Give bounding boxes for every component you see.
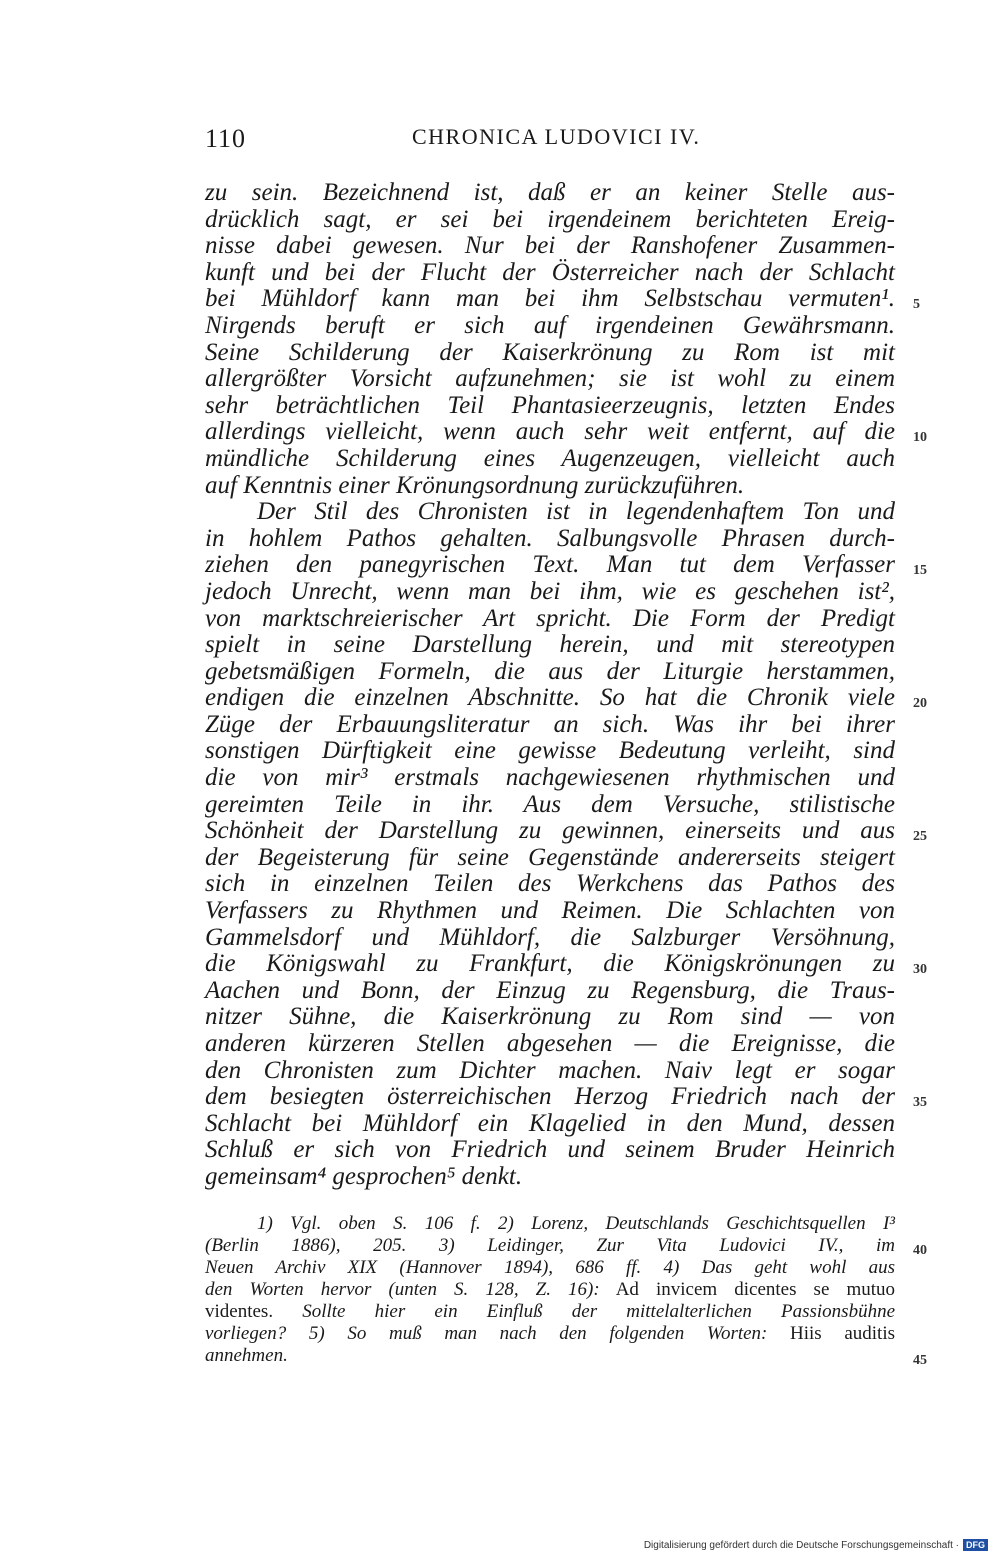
line-number: 20 bbox=[913, 696, 927, 711]
page-number: 110 bbox=[205, 124, 247, 153]
line-number: 30 bbox=[913, 962, 927, 977]
text-line: in hohlem Pathos gehalten. Salbungsvolle Phrasen durch- bbox=[205, 524, 895, 552]
text-line: sehr beträchtlichen Teil Phantasieerzeugnis, letzten Endes bbox=[205, 391, 895, 419]
text-line: Schönheit der Darstellung zu gewinnen, einerseits und aus bbox=[205, 817, 895, 845]
text-line: zu sein. Bezeichnend ist, daß er an keiner Stelle aus- bbox=[205, 179, 895, 206]
digitization-credit bbox=[644, 1537, 988, 1553]
footnote-quote: Hiis auditis bbox=[767, 1323, 895, 1344]
line-number: 10 bbox=[913, 430, 927, 445]
text-line: Aachen und Bonn, der Einzug zu Regensburg, die Traus- bbox=[205, 976, 895, 1004]
footnotes bbox=[205, 1213, 895, 1367]
text-line: sich in einzelnen Teilen des Werkchens das Pathos des bbox=[205, 870, 895, 898]
text-line: endigen die einzelnen Abschnitte. So hat die Chronik viele bbox=[205, 684, 895, 712]
footnote-text: Sollte hier ein Einfluß der mittelalterlichen Passionsbühne bbox=[273, 1301, 895, 1322]
text-line: kunft und bei der Flucht der Österreicher nach der Schlacht bbox=[205, 258, 895, 286]
text-line: allerdings vielleicht, wenn auch sehr weit entfernt, auf die bbox=[205, 418, 895, 446]
text-line: bei Mühldorf kann man bei ihm Selbstschau vermuten¹. bbox=[205, 285, 895, 313]
text-line: ziehen den panegyrischen Text. Man tut dem Verfasser bbox=[205, 551, 895, 579]
text-line: der Begeisterung für seine Gegenstände andererseits steigert bbox=[205, 843, 895, 871]
text-line: Schlacht bei Mühldorf ein Klagelied in den Mund, dessen bbox=[205, 1109, 895, 1137]
footnote-line bbox=[205, 1301, 895, 1323]
text-line: die Königswahl zu Frankfurt, die Königskrönungen zu bbox=[205, 950, 895, 978]
footnote-quote: Ad invicem dicentes se mutuo bbox=[599, 1279, 896, 1300]
text-line: jedoch Unrecht, wenn man bei ihm, wie es geschehen ist², bbox=[205, 577, 895, 605]
dfg-logo: DFG bbox=[963, 1539, 988, 1551]
footnote-line: (Berlin 1886), 205. 3) Leidinger, Zur Vita Ludovici IV., im bbox=[205, 1235, 895, 1256]
text-line: Gammelsdorf und Mühldorf, die Salzburger Versöhnung, bbox=[205, 923, 895, 951]
text-line: auf Kenntnis einer Krönungsordnung zurückzuführen. bbox=[205, 471, 745, 499]
text-line: die von mir³ erstmals nachgewiesenen rhythmischen und bbox=[205, 764, 895, 792]
line-number: 25 bbox=[913, 829, 927, 844]
text-line: dem besiegten österreichischen Herzog Friedrich nach der bbox=[205, 1083, 895, 1111]
text-line: von marktschreierischer Art spricht. Die Form der Predigt bbox=[205, 604, 895, 632]
text-line: nitzer Sühne, die Kaiserkrönung zu Rom sind — von bbox=[205, 1003, 895, 1031]
line-number: 40 bbox=[913, 1243, 927, 1258]
running-title: CHRONICA LUDOVICI IV. bbox=[412, 124, 701, 149]
text-line: Züge der Erbauungsliteratur an sich. Was ihr bei ihrer bbox=[205, 710, 895, 738]
footnote-line: 1) Vgl. oben S. 106 f. 2) Lorenz, Deutschlands Geschichtsquellen I³ bbox=[257, 1213, 895, 1234]
body-text bbox=[205, 180, 895, 1191]
line-number: 45 bbox=[913, 1353, 927, 1368]
text-line: Nirgends beruft er sich auf irgendeinen Gewährsmann. bbox=[205, 311, 895, 339]
footnote-line bbox=[205, 1323, 895, 1345]
text-line: Verfassers zu Rhythmen und Reimen. Die Schlachten von bbox=[205, 897, 895, 925]
footnote-quote: videntes. bbox=[205, 1301, 274, 1322]
footnote-line: annehmen. bbox=[205, 1345, 288, 1366]
footnote-line: Neuen Archiv XIX (Hannover 1894), 686 ff. 4) Das geht wohl aus bbox=[205, 1257, 895, 1278]
text-line: drücklich sagt, er sei bei irgendeinem berichteten Ereig- bbox=[205, 205, 895, 233]
line-number: 5 bbox=[913, 297, 920, 312]
text-line: nisse dabei gewesen. Nur bei der Ranshofener Zusammen- bbox=[205, 232, 895, 260]
text-line: Seine Schilderung der Kaiserkrönung zu Rom ist mit bbox=[205, 338, 895, 366]
footnote-text: den Worten hervor (unten S. 128, Z. 16): bbox=[205, 1279, 600, 1300]
text-line: gemeinsam⁴ gesprochen⁵ denkt. bbox=[205, 1162, 523, 1190]
line-number: 15 bbox=[913, 563, 927, 578]
text-line: mündliche Schilderung eines Augenzeugen, vielleicht auch bbox=[205, 444, 895, 472]
credit-text: Digitalisierung gefördert durch die Deutsche Forschungsgemeinschaft · bbox=[643, 1539, 959, 1551]
line-number: 35 bbox=[913, 1095, 927, 1110]
text-line: gebetsmäßigen Formeln, die aus der Liturgie herstammen, bbox=[205, 657, 895, 685]
footnote-line bbox=[205, 1279, 895, 1301]
text-line: den Chronisten zum Dichter machen. Naiv legt er sogar bbox=[205, 1056, 895, 1084]
footnote-text: vorliegen? 5) So muß man nach den folgenden Worten: bbox=[205, 1323, 768, 1344]
text-line: Der Stil des Chronisten ist in legendenhaftem Ton und bbox=[257, 498, 895, 526]
page-header bbox=[205, 124, 895, 164]
text-line: gereimten Teile in ihr. Aus dem Versuche, stilistische bbox=[205, 790, 895, 818]
text-line: sonstigen Dürftigkeit eine gewisse Bedeutung verleiht, sind bbox=[205, 737, 895, 765]
text-line: allergrößter Vorsicht aufzunehmen; sie ist wohl zu einem bbox=[205, 365, 895, 393]
text-line: spielt in seine Darstellung herein, und mit stereotypen bbox=[205, 631, 895, 659]
text-line: anderen kürzeren Stellen abgesehen — die Ereignisse, die bbox=[205, 1030, 895, 1057]
text-line: Schluß er sich von Friedrich und seinem Bruder Heinrich bbox=[205, 1136, 895, 1164]
